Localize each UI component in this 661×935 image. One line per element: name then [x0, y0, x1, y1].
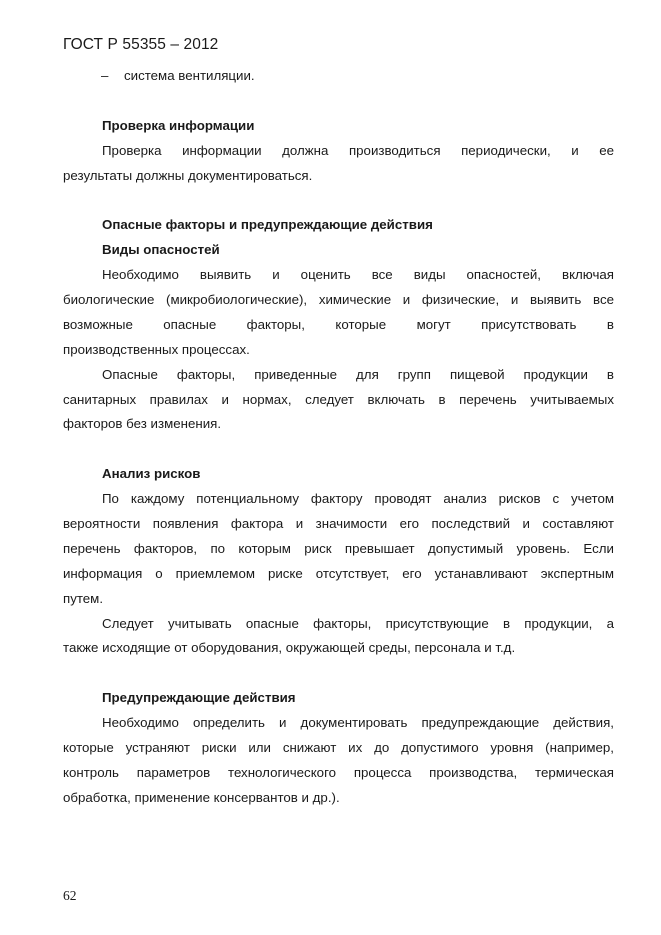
section-heading-prevent: Предупреждающие действия [102, 690, 296, 706]
paragraph-line: Опасные факторы, приведенные для групп пищевой продукции в [102, 366, 614, 382]
paragraph-line: санитарных правилах и нормах, следует включать в перечень учитываемых [63, 391, 614, 407]
paragraph-line: результаты должны документироваться. [63, 167, 313, 183]
subheading-hazard-types: Виды опасностей [102, 242, 220, 258]
spacer [63, 661, 614, 686]
paragraph-line: биологические (микробиологические), химические и физические, и выявить все [63, 292, 614, 308]
section-heading-check: Проверка информации [102, 117, 255, 133]
paragraph-line: Проверка информации должна производиться периодически, и ее [102, 142, 614, 158]
list-item [63, 64, 614, 89]
paragraph-line: информация о приемлемом риске отсутствует, его устанавливают экспертным [63, 565, 614, 581]
paragraph-line: Следует учитывать опасные факторы, присутствующие в продукции, а [102, 615, 614, 631]
section-heading-hazards: Опасные факторы и предупреждающие действия [102, 217, 433, 233]
page-number: 62 [63, 888, 77, 903]
paragraph-line: производственных процессах. [63, 341, 250, 357]
list-dash: – [101, 68, 109, 83]
section-heading-risk: Анализ рисков [102, 466, 201, 482]
paragraph-line: перечень факторов, по которым риск превышает допустимый уровень. Если [63, 540, 614, 556]
paragraph-line: Необходимо определить и документировать предупреждающие действия, [102, 715, 614, 731]
paragraph-line: возможные опасные факторы, которые могут присутствовать в [63, 316, 614, 332]
paragraph-line: вероятности появления фактора и значимости его последствий и составляют [63, 516, 614, 532]
paragraph-line: Необходимо выявить и оценить все виды опасностей, включая [102, 267, 614, 283]
paragraph-line: По каждому потенциальному фактору проводят анализ рисков с учетом [102, 491, 614, 507]
spacer [63, 437, 614, 462]
paragraph-line: обработка, применение консервантов и др.). [63, 789, 340, 805]
paragraph-line: также исходящие от оборудования, окружающей среды, персонала и т.д. [63, 640, 516, 656]
paragraph-line: факторов без изменения. [63, 416, 222, 432]
document-body [63, 64, 614, 811]
paragraph-line: путем. [63, 590, 104, 606]
spacer [63, 188, 614, 213]
paragraph-line: которые устраняют риски или снижают их до допустимого уровня (например, [63, 740, 614, 756]
spacer [63, 89, 614, 114]
document-header: ГОСТ Р 55355 – 2012 [63, 36, 219, 53]
paragraph-line: контроль параметров технологического процесса производства, термическая [63, 764, 614, 780]
list-item-text: система вентиляции. [124, 68, 255, 83]
